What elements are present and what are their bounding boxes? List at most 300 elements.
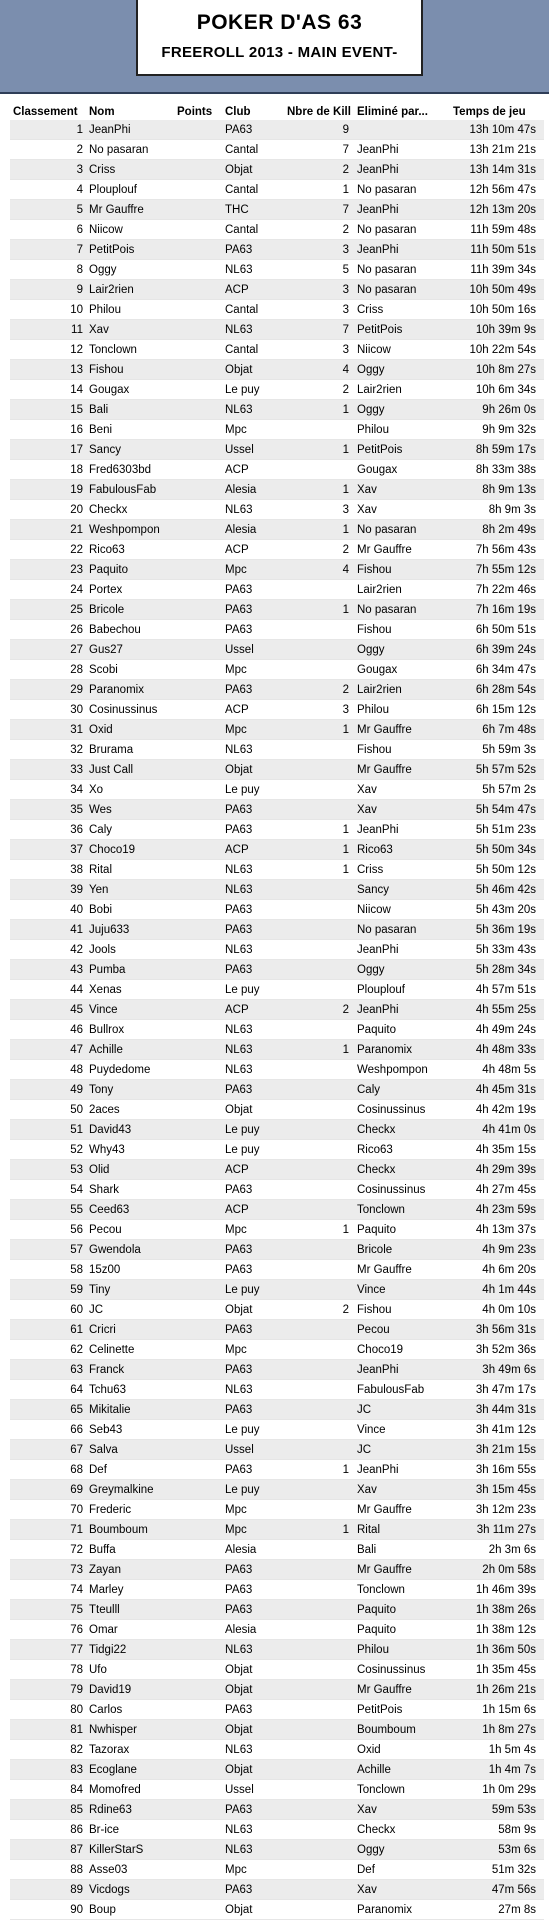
- cell-kills: [281, 1380, 357, 1400]
- cell-points: [177, 1580, 225, 1600]
- cell-points: [177, 1720, 225, 1740]
- cell-name: Bricole: [89, 600, 177, 620]
- cell-points: [177, 1020, 225, 1040]
- cell-points: [177, 960, 225, 980]
- cell-eliminated-by: PetitPois: [357, 440, 449, 460]
- table-row: [10, 120, 544, 140]
- table-row: [10, 380, 544, 400]
- cell-kills: 1: [281, 1220, 357, 1240]
- cell-club: ACP: [225, 460, 281, 480]
- cell-club: PA63: [225, 1800, 281, 1820]
- cell-eliminated-by: Choco19: [357, 1340, 449, 1360]
- cell-eliminated-by: JC: [357, 1400, 449, 1420]
- table-row: [10, 480, 544, 500]
- cell-points: [177, 1540, 225, 1560]
- cell-eliminated-by: Lair2rien: [357, 580, 449, 600]
- cell-eliminated-by: No pasaran: [357, 600, 449, 620]
- cell-points: [177, 1800, 225, 1820]
- cell-eliminated-by: Plouplouf: [357, 980, 449, 1000]
- cell-points: [177, 1400, 225, 1420]
- cell-rank: 39: [10, 880, 89, 900]
- cell-rank: 34: [10, 780, 89, 800]
- table-row: [10, 1780, 544, 1800]
- cell-club: PA63: [225, 800, 281, 820]
- cell-rank: 29: [10, 680, 89, 700]
- cell-rank: 67: [10, 1440, 89, 1460]
- table-row: [10, 920, 544, 940]
- cell-rank: 18: [10, 460, 89, 480]
- cell-eliminated-by: Mr Gauffre: [357, 1260, 449, 1280]
- table-row: [10, 1620, 544, 1640]
- table-row: [10, 1060, 544, 1080]
- cell-name: Lair2rien: [89, 280, 177, 300]
- cell-eliminated-by: Niicow: [357, 340, 449, 360]
- cell-club: Mpc: [225, 1500, 281, 1520]
- cell-club: ACP: [225, 1200, 281, 1220]
- table-row: [10, 620, 544, 640]
- cell-rank: 38: [10, 860, 89, 880]
- cell-name: Caly: [89, 820, 177, 840]
- cell-time: 27m 8s: [449, 1900, 544, 1920]
- cell-eliminated-by: Pecou: [357, 1320, 449, 1340]
- cell-name: Juju633: [89, 920, 177, 940]
- cell-name: Xenas: [89, 980, 177, 1000]
- cell-club: Mpc: [225, 420, 281, 440]
- cell-points: [177, 480, 225, 500]
- cell-time: 1h 5m 4s: [449, 1740, 544, 1760]
- cell-name: No pasaran: [89, 140, 177, 160]
- cell-club: PA63: [225, 820, 281, 840]
- cell-club: Objat: [225, 1100, 281, 1120]
- cell-time: 11h 59m 48s: [449, 220, 544, 240]
- cell-eliminated-by: Vince: [357, 1420, 449, 1440]
- table-row: [10, 900, 544, 920]
- cell-rank: 60: [10, 1300, 89, 1320]
- table-row: [10, 1680, 544, 1700]
- cell-time: 5h 28m 34s: [449, 960, 544, 980]
- cell-name: Paranomix: [89, 680, 177, 700]
- cell-kills: [281, 1200, 357, 1220]
- cell-club: PA63: [225, 1360, 281, 1380]
- cell-kills: [281, 1760, 357, 1780]
- cell-time: 8h 33m 38s: [449, 460, 544, 480]
- table-header-row: [10, 103, 544, 120]
- cell-rank: 2: [10, 140, 89, 160]
- cell-eliminated-by: Caly: [357, 1080, 449, 1100]
- table-row: [10, 600, 544, 620]
- cell-kills: 1: [281, 480, 357, 500]
- cell-kills: [281, 1500, 357, 1520]
- table-row: [10, 1700, 544, 1720]
- cell-kills: [281, 1620, 357, 1640]
- cell-points: [177, 1680, 225, 1700]
- cell-eliminated-by: JeanPhi: [357, 200, 449, 220]
- cell-rank: 30: [10, 700, 89, 720]
- cell-rank: 5: [10, 200, 89, 220]
- table-row: [10, 240, 544, 260]
- cell-rank: 51: [10, 1120, 89, 1140]
- cell-name: Boumboum: [89, 1520, 177, 1540]
- cell-eliminated-by: No pasaran: [357, 520, 449, 540]
- cell-eliminated-by: Gougax: [357, 460, 449, 480]
- cell-rank: 49: [10, 1080, 89, 1100]
- cell-rank: 42: [10, 940, 89, 960]
- cell-club: NL63: [225, 1740, 281, 1760]
- cell-name: Wes: [89, 800, 177, 820]
- cell-eliminated-by: Checkx: [357, 1120, 449, 1140]
- cell-rank: 82: [10, 1740, 89, 1760]
- cell-kills: 3: [281, 340, 357, 360]
- cell-club: Alesia: [225, 480, 281, 500]
- cell-kills: 1: [281, 400, 357, 420]
- cell-rank: 88: [10, 1860, 89, 1880]
- cell-rank: 74: [10, 1580, 89, 1600]
- cell-kills: 1: [281, 860, 357, 880]
- cell-name: Beni: [89, 420, 177, 440]
- cell-kills: [281, 1660, 357, 1680]
- cell-name: Def: [89, 1460, 177, 1480]
- table-row: [10, 360, 544, 380]
- cell-points: [177, 1700, 225, 1720]
- cell-time: 3h 41m 12s: [449, 1420, 544, 1440]
- cell-time: 5h 43m 20s: [449, 900, 544, 920]
- cell-rank: 48: [10, 1060, 89, 1080]
- cell-eliminated-by: Oggy: [357, 360, 449, 380]
- cell-rank: 6: [10, 220, 89, 240]
- cell-name: Ecoglane: [89, 1760, 177, 1780]
- table-row: [10, 1480, 544, 1500]
- cell-rank: 55: [10, 1200, 89, 1220]
- cell-club: PA63: [225, 680, 281, 700]
- cell-rank: 70: [10, 1500, 89, 1520]
- cell-points: [177, 840, 225, 860]
- cell-name: Gus27: [89, 640, 177, 660]
- cell-points: [177, 540, 225, 560]
- cell-kills: [281, 1780, 357, 1800]
- cell-rank: 13: [10, 360, 89, 380]
- cell-eliminated-by: Xav: [357, 480, 449, 500]
- cell-kills: [281, 1320, 357, 1340]
- cell-name: Niicow: [89, 220, 177, 240]
- cell-points: [177, 1100, 225, 1120]
- table-row: [10, 180, 544, 200]
- cell-eliminated-by: Mr Gauffre: [357, 1560, 449, 1580]
- cell-rank: 31: [10, 720, 89, 740]
- cell-eliminated-by: Rico63: [357, 1140, 449, 1160]
- cell-name: Marley: [89, 1580, 177, 1600]
- cell-rank: 57: [10, 1240, 89, 1260]
- cell-eliminated-by: JeanPhi: [357, 1360, 449, 1380]
- cell-eliminated-by: Mr Gauffre: [357, 760, 449, 780]
- cell-name: Seb43: [89, 1420, 177, 1440]
- cell-eliminated-by: [357, 120, 449, 140]
- table-row: [10, 1160, 544, 1180]
- cell-name: Weshpompon: [89, 520, 177, 540]
- cell-club: Mpc: [225, 1220, 281, 1240]
- cell-club: Objat: [225, 1760, 281, 1780]
- cell-kills: [281, 660, 357, 680]
- cell-points: [177, 1900, 225, 1920]
- cell-kills: 5: [281, 260, 357, 280]
- cell-club: ACP: [225, 700, 281, 720]
- cell-time: 6h 15m 12s: [449, 700, 544, 720]
- cell-time: 1h 36m 50s: [449, 1640, 544, 1660]
- cell-time: 1h 26m 21s: [449, 1680, 544, 1700]
- cell-name: KillerStarS: [89, 1840, 177, 1860]
- cell-kills: [281, 1600, 357, 1620]
- cell-club: Le puy: [225, 980, 281, 1000]
- cell-points: [177, 1460, 225, 1480]
- table-row: [10, 1100, 544, 1120]
- cell-club: PA63: [225, 1080, 281, 1100]
- cell-club: Mpc: [225, 720, 281, 740]
- cell-points: [177, 920, 225, 940]
- cell-time: 7h 22m 46s: [449, 580, 544, 600]
- cell-time: 4h 48m 33s: [449, 1040, 544, 1060]
- cell-club: NL63: [225, 880, 281, 900]
- cell-rank: 9: [10, 280, 89, 300]
- cell-eliminated-by: Oggy: [357, 1840, 449, 1860]
- table-row: [10, 820, 544, 840]
- cell-time: 3h 11m 27s: [449, 1520, 544, 1540]
- cell-club: ACP: [225, 280, 281, 300]
- cell-eliminated-by: Boumboum: [357, 1720, 449, 1740]
- cell-name: JC: [89, 1300, 177, 1320]
- cell-club: ACP: [225, 540, 281, 560]
- cell-points: [177, 220, 225, 240]
- cell-club: Ussel: [225, 1780, 281, 1800]
- cell-time: 10h 6m 34s: [449, 380, 544, 400]
- cell-time: 5h 50m 34s: [449, 840, 544, 860]
- cell-time: 8h 59m 17s: [449, 440, 544, 460]
- cell-eliminated-by: Bricole: [357, 1240, 449, 1260]
- table-row: [10, 1540, 544, 1560]
- cell-name: Tonclown: [89, 340, 177, 360]
- cell-rank: 1: [10, 120, 89, 140]
- cell-eliminated-by: Philou: [357, 700, 449, 720]
- cell-kills: [281, 420, 357, 440]
- cell-name: Choco19: [89, 840, 177, 860]
- cell-points: [177, 1820, 225, 1840]
- cell-eliminated-by: Cosinussinus: [357, 1100, 449, 1120]
- cell-time: 6h 39m 24s: [449, 640, 544, 660]
- cell-time: 5h 33m 43s: [449, 940, 544, 960]
- cell-club: NL63: [225, 1040, 281, 1060]
- title-box: [136, 0, 423, 76]
- cell-points: [177, 580, 225, 600]
- cell-club: Cantal: [225, 220, 281, 240]
- cell-points: [177, 1180, 225, 1200]
- cell-points: [177, 1340, 225, 1360]
- cell-points: [177, 1380, 225, 1400]
- table-row: [10, 260, 544, 280]
- cell-time: 4h 0m 10s: [449, 1300, 544, 1320]
- cell-kills: [281, 1820, 357, 1840]
- cell-eliminated-by: Xav: [357, 800, 449, 820]
- cell-rank: 26: [10, 620, 89, 640]
- cell-club: NL63: [225, 1020, 281, 1040]
- cell-club: PA63: [225, 1700, 281, 1720]
- cell-time: 3h 16m 55s: [449, 1460, 544, 1480]
- cell-rank: 22: [10, 540, 89, 560]
- cell-name: Fred6303bd: [89, 460, 177, 480]
- cell-kills: [281, 1700, 357, 1720]
- cell-time: 5h 57m 52s: [449, 760, 544, 780]
- cell-club: Cantal: [225, 180, 281, 200]
- cell-time: 1h 38m 26s: [449, 1600, 544, 1620]
- cell-club: Le puy: [225, 380, 281, 400]
- cell-time: 5h 59m 3s: [449, 740, 544, 760]
- cell-kills: [281, 1260, 357, 1280]
- cell-eliminated-by: JC: [357, 1440, 449, 1460]
- cell-club: NL63: [225, 320, 281, 340]
- cell-club: Mpc: [225, 1860, 281, 1880]
- cell-name: Babechou: [89, 620, 177, 640]
- table-row: [10, 140, 544, 160]
- cell-time: 5h 36m 19s: [449, 920, 544, 940]
- cell-kills: [281, 1240, 357, 1260]
- table-row: [10, 1460, 544, 1480]
- cell-points: [177, 560, 225, 580]
- cell-name: Xav: [89, 320, 177, 340]
- cell-name: Olid: [89, 1160, 177, 1180]
- cell-kills: 2: [281, 160, 357, 180]
- cell-kills: [281, 1420, 357, 1440]
- cell-name: Paquito: [89, 560, 177, 580]
- cell-rank: 80: [10, 1700, 89, 1720]
- cell-kills: 1: [281, 840, 357, 860]
- cell-points: [177, 400, 225, 420]
- cell-club: NL63: [225, 740, 281, 760]
- table-row: [10, 440, 544, 460]
- cell-eliminated-by: Tonclown: [357, 1580, 449, 1600]
- cell-points: [177, 1280, 225, 1300]
- table-row: [10, 1600, 544, 1620]
- column-header-time: Temps de jeu: [453, 105, 526, 118]
- cell-time: 1h 4m 7s: [449, 1760, 544, 1780]
- cell-club: Le puy: [225, 780, 281, 800]
- cell-kills: 3: [281, 700, 357, 720]
- cell-time: 3h 21m 15s: [449, 1440, 544, 1460]
- cell-time: 9h 26m 0s: [449, 400, 544, 420]
- cell-name: Franck: [89, 1360, 177, 1380]
- cell-rank: 90: [10, 1900, 89, 1920]
- cell-points: [177, 1620, 225, 1640]
- cell-rank: 17: [10, 440, 89, 460]
- cell-kills: [281, 1880, 357, 1900]
- cell-eliminated-by: Philou: [357, 420, 449, 440]
- cell-time: 3h 47m 17s: [449, 1380, 544, 1400]
- cell-eliminated-by: No pasaran: [357, 180, 449, 200]
- cell-club: Objat: [225, 1680, 281, 1700]
- table-row: [10, 660, 544, 680]
- table-row: [10, 700, 544, 720]
- column-header-points: Points: [177, 105, 213, 118]
- table-row: [10, 1660, 544, 1680]
- cell-points: [177, 1880, 225, 1900]
- cell-club: NL63: [225, 1820, 281, 1840]
- cell-club: ACP: [225, 1160, 281, 1180]
- cell-kills: [281, 1340, 357, 1360]
- cell-rank: 3: [10, 160, 89, 180]
- cell-time: 8h 9m 13s: [449, 480, 544, 500]
- cell-club: PA63: [225, 1580, 281, 1600]
- cell-rank: 20: [10, 500, 89, 520]
- cell-points: [177, 760, 225, 780]
- cell-rank: 11: [10, 320, 89, 340]
- cell-name: Momofred: [89, 1780, 177, 1800]
- cell-time: 4h 27m 45s: [449, 1180, 544, 1200]
- table-row: [10, 1580, 544, 1600]
- cell-eliminated-by: No pasaran: [357, 260, 449, 280]
- cell-club: PA63: [225, 1600, 281, 1620]
- cell-kills: [281, 1400, 357, 1420]
- cell-name: Omar: [89, 1620, 177, 1640]
- table-row: [10, 1320, 544, 1340]
- cell-rank: 71: [10, 1520, 89, 1540]
- cell-points: [177, 1120, 225, 1140]
- cell-rank: 27: [10, 640, 89, 660]
- cell-kills: [281, 1160, 357, 1180]
- cell-name: Gougax: [89, 380, 177, 400]
- cell-club: PA63: [225, 1240, 281, 1260]
- cell-time: 9h 9m 32s: [449, 420, 544, 440]
- cell-rank: 40: [10, 900, 89, 920]
- cell-eliminated-by: Weshpompon: [357, 1060, 449, 1080]
- cell-rank: 50: [10, 1100, 89, 1120]
- cell-rank: 24: [10, 580, 89, 600]
- cell-rank: 41: [10, 920, 89, 940]
- cell-name: David19: [89, 1680, 177, 1700]
- cell-time: 4h 48m 5s: [449, 1060, 544, 1080]
- cell-eliminated-by: Paranomix: [357, 1900, 449, 1920]
- cell-eliminated-by: Criss: [357, 860, 449, 880]
- cell-rank: 58: [10, 1260, 89, 1280]
- cell-rank: 59: [10, 1280, 89, 1300]
- table-row: [10, 1740, 544, 1760]
- cell-kills: [281, 1540, 357, 1560]
- cell-time: 13h 14m 31s: [449, 160, 544, 180]
- cell-club: NL63: [225, 1060, 281, 1080]
- cell-eliminated-by: JeanPhi: [357, 160, 449, 180]
- cell-kills: [281, 1840, 357, 1860]
- cell-rank: 77: [10, 1640, 89, 1660]
- cell-eliminated-by: Tonclown: [357, 1780, 449, 1800]
- table-row: [10, 1840, 544, 1860]
- cell-rank: 45: [10, 1000, 89, 1020]
- cell-kills: [281, 1560, 357, 1580]
- table-row: [10, 1720, 544, 1740]
- cell-points: [177, 440, 225, 460]
- cell-eliminated-by: Oggy: [357, 640, 449, 660]
- cell-eliminated-by: Tonclown: [357, 1200, 449, 1220]
- table-row: [10, 740, 544, 760]
- ranking-table: [10, 103, 544, 1920]
- cell-club: ACP: [225, 840, 281, 860]
- cell-name: Cosinussinus: [89, 700, 177, 720]
- cell-club: PA63: [225, 1180, 281, 1200]
- cell-rank: 69: [10, 1480, 89, 1500]
- cell-kills: 2: [281, 1000, 357, 1020]
- table-row: [10, 940, 544, 960]
- cell-time: 1h 35m 45s: [449, 1660, 544, 1680]
- cell-points: [177, 1640, 225, 1660]
- cell-time: 5h 57m 2s: [449, 780, 544, 800]
- cell-club: Mpc: [225, 560, 281, 580]
- table-row: [10, 1760, 544, 1780]
- cell-points: [177, 1160, 225, 1180]
- cell-club: NL63: [225, 1380, 281, 1400]
